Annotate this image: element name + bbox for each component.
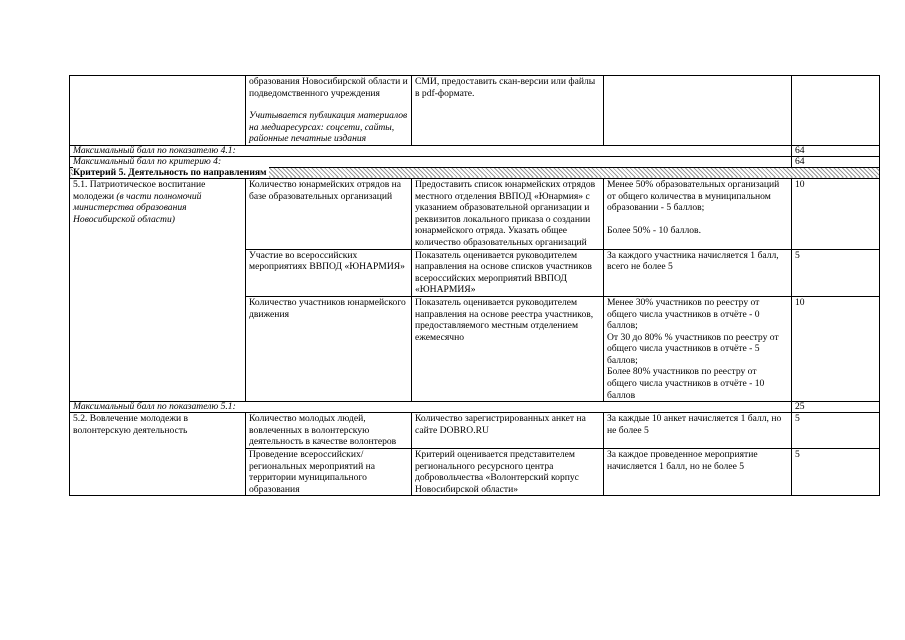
- summary-value: 64: [792, 145, 880, 156]
- scale-cell: За каждые 10 анкет начисляется 1 балл, но не более 5: [604, 413, 792, 449]
- method-cell: Количество зарегистрированных анкет на сайте DOBRO.RU: [412, 413, 604, 449]
- direction-note: (в части полномочий министерства образования Новосибирской области): [73, 190, 202, 225]
- indicator-cell: Участие во всероссийских мероприятиях ВВПОД «ЮНАРМИЯ»: [246, 249, 412, 296]
- max-score-cell: [792, 76, 880, 146]
- max-score-cell: 5: [792, 413, 880, 449]
- scale-text: Менее 50% образовательных организаций от общего количества в муниципальном образовании - 5 баллов;: [607, 178, 780, 214]
- direction-name: 5.1. Патриотическое воспитание молодежи: [73, 178, 206, 202]
- direction-cell: 5.2. Вовлечение молодежи в волонтерскую деятельность: [70, 413, 246, 496]
- table-row: [70, 76, 880, 146]
- method-cell: Критерий оценивается представителем регионального ресурсного центра добровольчества «Волонтерский корпус Новосибирской области»: [412, 449, 604, 496]
- criterion-header: [70, 167, 880, 178]
- criteria-table: [69, 75, 880, 496]
- criterion-header-row: [70, 167, 880, 178]
- scale-cell: [604, 296, 792, 401]
- summary-row: [70, 402, 880, 413]
- scale-text: Менее 30% участников по реестру от общего числа участников в отчёте - 0 баллов;: [607, 296, 760, 332]
- max-score-cell: 10: [792, 296, 880, 401]
- direction-cell: [70, 76, 246, 146]
- summary-row: [70, 145, 880, 156]
- indicator-cell: Количество участников юнармейского движения: [246, 296, 412, 401]
- summary-value: 25: [792, 402, 880, 413]
- summary-label: Максимальный балл по критерию 4:: [70, 156, 792, 167]
- method-cell: Предоставить список юнармейских отрядов местного отделения ВВПОД «Юнармия» с указанием образовательной организации и реквизитов локального приказа о создании юнармейского отряда. Указать общее количество образовательных организаций: [412, 178, 604, 249]
- max-score-cell: 5: [792, 449, 880, 496]
- scale-text: Более 80% участников по реестру от общего числа участников в отчёте - 10 баллов: [607, 366, 765, 401]
- direction-cell: [70, 178, 246, 401]
- scale-cell: [604, 178, 792, 249]
- scale-text: Более 50% - 10 баллов.: [607, 224, 701, 236]
- max-score-cell: 10: [792, 178, 880, 249]
- summary-value: 64: [792, 156, 880, 167]
- max-score-cell: 5: [792, 249, 880, 296]
- scale-text: От 30 до 80% % участников по реестру от общего числа участников в отчёте - 5 баллов;: [607, 331, 779, 366]
- indicator-cell: Количество юнармейских отрядов на базе образовательных организаций: [246, 178, 412, 249]
- criterion-title: Критерий 5. Деятельность по направлениям: [73, 166, 267, 178]
- method-cell: Показатель оценивается руководителем направления на основе реестра участников, предоставляемого местным отделением ежемесячно: [412, 296, 604, 401]
- scale-cell: За каждого участника начисляется 1 балл, всего не более 5: [604, 249, 792, 296]
- scale-cell: За каждое проведенное мероприятие начисляется 1 балл, но не более 5: [604, 449, 792, 496]
- method-cell: Показатель оценивается руководителем направления на основе списков участников всероссийских мероприятий ВВПОД «ЮНАРМИЯ»: [412, 249, 604, 296]
- summary-row: [70, 156, 880, 167]
- indicator-cell: Количество молодых людей, вовлеченных в волонтерскую деятельность в качестве волонтеров: [246, 413, 412, 449]
- method-cell: СМИ, предоставить скан-версии или файлы в pdf-формате.: [412, 76, 604, 146]
- indicator-note: Учитывается публикация материалов на медиаресурсах: соцсети, сайты, районные печатные издания: [249, 110, 408, 145]
- indicator-cell: [246, 76, 412, 146]
- indicator-cell: Проведение всероссийских/ региональных мероприятий на территории муниципального образования: [246, 449, 412, 496]
- summary-label: Максимальный балл по показателю 5.1:: [70, 402, 792, 413]
- scale-cell: [604, 76, 792, 146]
- table-row: [70, 178, 880, 249]
- table-row: [70, 413, 880, 449]
- summary-label: Максимальный балл по показателю 4.1:: [70, 145, 792, 156]
- indicator-text: образования Новосибирской области и подведомственного учреждения: [249, 76, 408, 99]
